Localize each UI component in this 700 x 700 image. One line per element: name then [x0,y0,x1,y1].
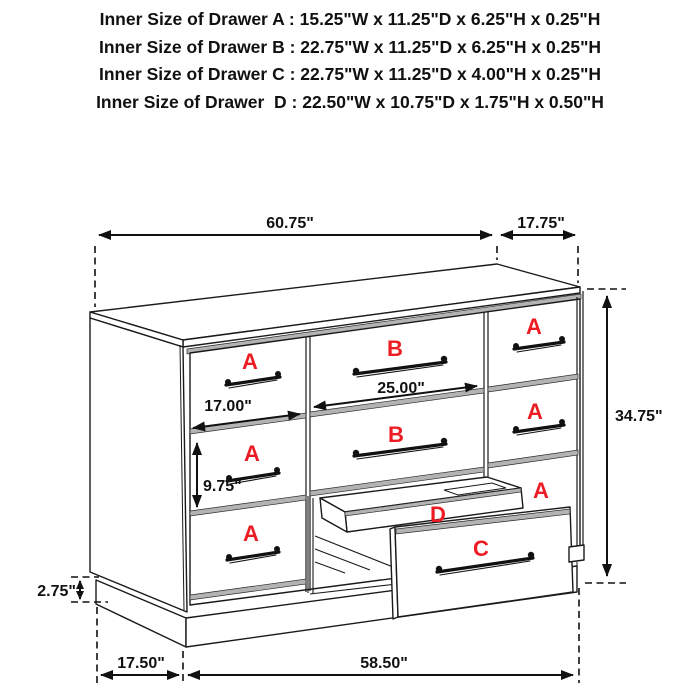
drawer-d-size-text: Inner Size of Drawer D : 22.50"W x 10.75"D x 1.75"H x 0.50"H [96,91,604,112]
drawer-a2-label: A [244,441,260,466]
dim-top-depth-label: 17.75" [517,215,565,232]
drawer-b1-label: B [387,336,403,361]
drawer-d-label: D [430,502,446,527]
dim-base-height-label: 2.75" [37,583,76,600]
drawer-c-label: C [473,536,489,561]
dim-drawer-a-h-label: 9.75" [203,478,242,495]
drawer-a3-label: A [243,521,259,546]
drawer-a-size-text: Inner Size of Drawer A : 15.25"W x 11.25"D x 6.25"H x 0.25"H [99,9,601,29]
drawer-a1-label: A [242,349,258,374]
dim-base-width-label: 58.50" [360,655,408,672]
right-bottom-bracket [569,545,584,562]
drawer-a6-label: A [533,478,549,503]
drawer-c-size-text: Inner Size of Drawer C : 22.75"W x 11.25"D x 4.00"H x 0.25"H [98,64,602,84]
dim-height-label: 34.75" [615,408,663,425]
dim-top-width-label: 60.75" [266,215,314,232]
drawer-a5-label: A [527,399,543,424]
drawer-a4-label: A [526,314,542,339]
drawer-c [390,507,584,619]
dim-drawer-b-label: 25.00" [377,380,425,397]
drawer-b-size-text: Inner Size of Drawer B : 22.75"W x 11.25"D x 6.25"H x 0.25"H [98,36,602,57]
drawer-b2-label: B [388,422,404,447]
dim-base-depth-label: 17.50" [117,655,165,672]
left-side-panel [90,318,187,612]
dim-drawer-a-w-label: 17.00" [204,398,252,415]
